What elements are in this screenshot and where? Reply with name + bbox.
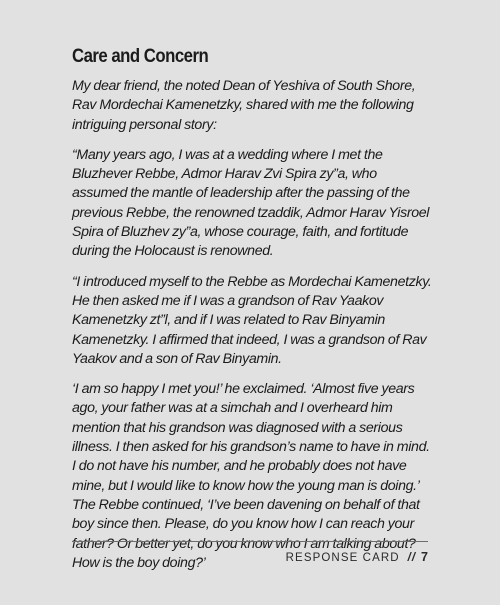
footer-label: RESPONSE CARD xyxy=(285,552,400,564)
article-title: Care and Concern xyxy=(72,45,209,67)
footer-divider xyxy=(72,541,428,542)
paragraph-intro: My dear friend, the noted Dean of Yeshiva of South Shore, Rav Mordechai Kamenetzky, shared with me the following intriguing personal story: xyxy=(72,78,416,133)
paragraph-wedding: “Many years ago, I was at a wedding where I met the Bluzhever Rebbe, Admor Harav Zvi Spira zy”a, who assumed the mantle of leadership after the passing of the previous Rebbe, the renowned tzaddik, Admor Harav Yisroel Spira of Bluzhev zy”a, whose courage, faith, and fortitude during the Holocaust is renowned. xyxy=(72,146,430,260)
footer-separator: // xyxy=(407,552,417,564)
article xyxy=(72,44,432,584)
page-number: 7 xyxy=(421,550,428,564)
paragraph-introduction: “I introduced myself to the Rebbe as Mordechai Kamenetzky. He then asked me if I was a grandson of Rav Yaakov Kamenetzky zt”l, and if I was related to Rav Binyamin Kamenetzky. I affirmed that indeed, I was a grandson of Rav Yaakov and a son of Rav Binyamin. xyxy=(72,273,432,367)
page-footer xyxy=(286,550,428,564)
paragraph-rebbe-quote: ‘I am so happy I met you!’ he exclaimed. ‘Almost five years ago, your father was at a simchah and I overheard him mention that his grandson was diagnosed with a serious illness. I then asked for his grandson’s name to have in mind. I do not have his number, and he probably does not have mine, but I would like to know how the young man is doing.’ The Rebbe continued, ‘I’ve been davening on behalf of that boy since then. Please, do you know how I can reach your father? Or better yet, do you know who I am talking about? How is the boy doing?’ xyxy=(72,381,430,571)
